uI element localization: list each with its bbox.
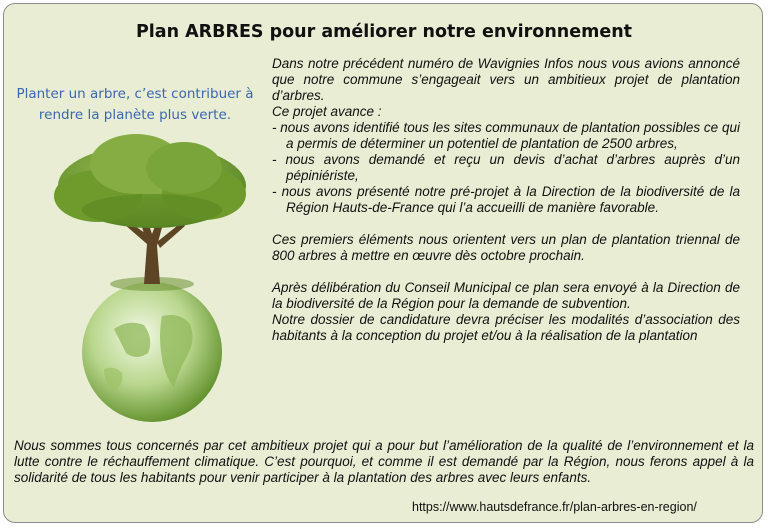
tagline xyxy=(10,84,260,126)
tree-on-globe-illustration xyxy=(44,124,254,424)
spacer xyxy=(272,264,740,280)
globe-shape xyxy=(82,277,222,422)
progress-item-preproject: - nous avons présenté notre pré-projet à la Direction de la biodiversité de la Région Hauts-de-France qui l’a accueilli de manière favorable. xyxy=(272,184,740,215)
progress-heading: Ce projet avance : xyxy=(272,104,382,119)
spacer xyxy=(272,216,740,232)
dossier-paragraph: Notre dossier de candidature devra préciser les modalités d’association des habitants à la conception du projet et/ou à la réalisation de la plantation xyxy=(272,312,740,343)
progress-item-quote: - nous avons demandé et reçu un devis d’achat d’arbres auprès d’un pépiniériste, xyxy=(272,152,740,183)
conclusion-paragraph: Nous sommes tous concernés par cet ambitieux projet qui a pour but l’amélioration de la qualité de l’environnement et la lutte contre le réchauffement climatique. C’est pourquoi, et comme il est demandé par la Région, nous ferons appel à la solidarité de tous les habitants pour venir participer à la plantation des arbres avec leurs enfants. xyxy=(14,438,754,485)
main-text xyxy=(272,56,740,344)
page-title: Plan ARBRES pour améliorer notre environnement xyxy=(135,22,633,42)
plan-paragraph: Ces premiers éléments nous orientent vers un plan de plantation triennal de 800 arbres à mettre en œuvre dès octobre prochain. xyxy=(272,232,740,263)
flyer-card xyxy=(3,3,763,523)
council-paragraph: Après délibération du Conseil Municipal ce plan sera envoyé à la Direction de la biodiversité de la Région pour la demande de subvention. xyxy=(272,280,740,311)
tagline-line-1: Planter un arbre, c’est contribuer à xyxy=(16,86,254,102)
tagline-line-2: rendre la planète plus verte. xyxy=(38,107,232,123)
intro-paragraph: Dans notre précédent numéro de Wavignies Infos nous vous avions annoncé que notre commune s’engageait vers un ambitieux projet de plantation d’arbres. xyxy=(272,56,740,103)
source-url[interactable]: https://www.hautsdefrance.fr/plan-arbres-en-region/ xyxy=(412,500,697,514)
tree-shape xyxy=(54,134,246,284)
progress-item-sites: - nous avons identifié tous les sites communaux de plantation possibles ce qui a permis de déterminer un potentiel de plantation de 2500 arbres, xyxy=(272,120,740,151)
